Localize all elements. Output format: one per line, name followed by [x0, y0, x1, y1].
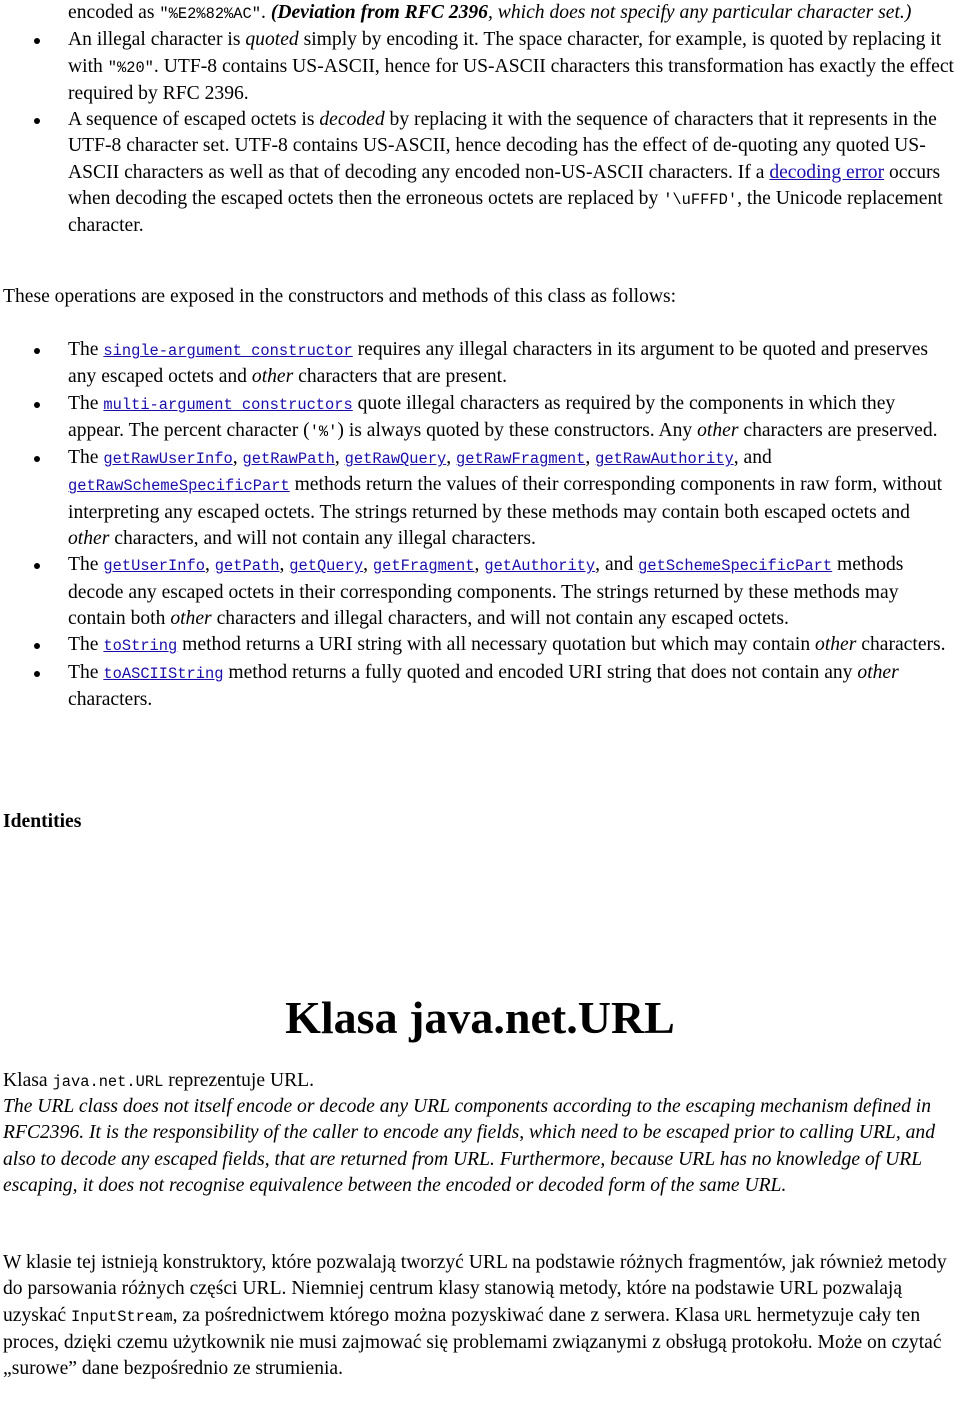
- text: occurs when decoding the escaped octets then the erroneous octets are replaced by: [68, 161, 941, 210]
- emphasis: decoded: [319, 109, 385, 131]
- text: , and: [733, 447, 772, 469]
- text: requires any illegal characters in its argument to be quoted and preserves any escaped octets and: [68, 339, 929, 388]
- text: characters that are present.: [293, 366, 508, 388]
- emphasis: other: [697, 419, 739, 441]
- getquery-link[interactable]: getQuery: [289, 557, 364, 576]
- text: The: [68, 392, 104, 414]
- getfragment-link[interactable]: getFragment: [372, 557, 475, 576]
- text: ,: [204, 554, 215, 576]
- operations-list: [0, 337, 960, 713]
- text: ,: [474, 554, 485, 576]
- getrawpath-link[interactable]: getRawPath: [242, 450, 335, 469]
- list-item: [0, 27, 960, 107]
- list-item: [0, 0, 960, 27]
- text: Klasa: [3, 1070, 53, 1091]
- getrawquery-link[interactable]: getRawQuery: [344, 450, 447, 469]
- page-title: Klasa java.net.URL: [285, 992, 675, 1043]
- text: characters, and will not contain any illegal characters.: [109, 528, 536, 550]
- getuserinfo-link[interactable]: getUserInfo: [103, 557, 205, 576]
- text: method returns a fully quoted and encoded URI string that does not contain any: [223, 661, 858, 683]
- list-item: [0, 107, 960, 239]
- text: ,: [585, 447, 596, 469]
- emphasis: other: [68, 528, 110, 550]
- getauthority-link[interactable]: getAuthority: [484, 557, 596, 576]
- text: simply by encoding it. The space character, for example, is quoted by replacing it with: [68, 29, 942, 77]
- identities-heading: Identities: [3, 811, 82, 832]
- text: quote illegal characters as required by the components in which they appear. The percent character (: [68, 392, 896, 441]
- single-argument-constructor-link[interactable]: single-argument constructor: [103, 342, 353, 360]
- text: hermetyzuje cały ten proces, dzięki czemu użytkownik nie musi zajmować się problemami związanymi z obsługą protokołu. Może on czytać „surowe” dane bezpośrednio ze strumienia.: [3, 1304, 942, 1380]
- getrawauthority-link[interactable]: getRawAuthority: [595, 450, 734, 469]
- code-literal: InputStream: [71, 1307, 173, 1326]
- ops-intro: These operations are exposed in the constructors and methods of this class as follows:: [3, 286, 677, 307]
- text: characters.: [68, 688, 153, 710]
- list-item: [0, 391, 960, 446]
- code-literal: URL: [724, 1307, 753, 1326]
- emphasis: other: [170, 607, 212, 629]
- polish-description: [3, 1250, 951, 1382]
- text: An illegal character is: [68, 29, 246, 51]
- getrawuserinfo-link[interactable]: getRawUserInfo: [103, 450, 233, 469]
- list-item: [0, 445, 960, 552]
- text: .: [261, 2, 271, 23]
- code-literal: '%': [309, 422, 338, 441]
- text: ,: [363, 554, 373, 576]
- text: , za pośrednictwem którego można pozyskiwać dane z serwera. Klasa: [172, 1304, 725, 1326]
- getpath-link[interactable]: getPath: [214, 557, 280, 576]
- text: reprezentuje URL.: [163, 1070, 315, 1091]
- code-literal: "%E2%82%AC": [159, 5, 262, 23]
- text: The: [68, 447, 104, 469]
- text: encoded as: [68, 2, 160, 23]
- text: ,: [334, 447, 345, 469]
- text: ,: [232, 447, 243, 469]
- text: W klasie tej istnieją konstruktory, które pozwalają tworzyć URL na podstawie różnych fragmentów, jak również metody do parsowania różnych części URL. Niemniej centrum klasy stanowią metody, które na podstawie URL pozwalają uzyskać: [3, 1252, 947, 1326]
- text: The: [68, 634, 104, 656]
- text: methods return the values of their corresponding components in raw form, without interpreting any escaped octets. The strings returned by these methods may contain both escaped octets and: [68, 474, 943, 523]
- text: The: [68, 339, 104, 360]
- text: characters and illegal characters, and will not contain any escaped octets.: [211, 607, 789, 629]
- text: method returns a URI string with all necessary quotation but which may contain: [177, 634, 816, 656]
- getschemespecificpart-link[interactable]: getSchemeSpecificPart: [638, 557, 833, 576]
- getrawfragment-link[interactable]: getRawFragment: [456, 450, 586, 469]
- list-item: [0, 660, 960, 714]
- multi-argument-constructors-link[interactable]: multi-argument constructors: [103, 395, 353, 414]
- emphasis: other: [857, 661, 899, 683]
- text: characters.: [856, 634, 946, 656]
- getrawschemespecificpart-link[interactable]: getRawSchemeSpecificPart: [68, 477, 290, 496]
- code-literal: '\uFFFD': [663, 191, 738, 210]
- text: ,: [446, 447, 457, 469]
- tostring-link[interactable]: toString: [103, 637, 178, 656]
- deviation-note: (Deviation from RFC 2396: [270, 2, 488, 23]
- text: The: [68, 554, 104, 576]
- emphasis: other: [251, 366, 294, 388]
- text: ,: [279, 554, 290, 576]
- list-item: [0, 552, 960, 632]
- text: by replacing it with the sequence of characters that it represents in the UTF-8 character set. UTF-8 contains US-ASCII, hence decoding has the effect of de-quoting any quoted US-ASCII characters as well as that of decoding any encoded non-US-ASCII characters. If a: [68, 109, 937, 183]
- emphasis: quoted: [245, 29, 299, 51]
- url-class-note: The URL class does not itself encode or decode any URL components according to the escaping mechanism defined in RFC2396. It is the responsibility of the caller to encode any fields, which need to be escaped prior to calling URL, and also to decode any escaped fields, that are returned from URL. Furthermore, because URL has no knowledge of URL escaping, it does not recognise equivalence between the encoded or decoded form of the same URL.: [3, 1096, 936, 1196]
- emphasis: other: [815, 634, 857, 656]
- text: . UTF-8 contains US-ASCII, hence for US-ASCII characters this transformation has exactly the effect required by RFC 2396.: [68, 55, 954, 104]
- text: , the Unicode replacement character.: [68, 188, 943, 237]
- list-item: [0, 337, 960, 391]
- text: The: [68, 661, 104, 683]
- escaping-rules-list: [0, 0, 960, 240]
- decoding-error-link[interactable]: decoding error: [769, 161, 885, 183]
- toasciistring-link[interactable]: toASCIIString: [103, 664, 224, 683]
- text: characters are preserved.: [738, 419, 938, 441]
- text: , which does not specify any particular character set.): [487, 2, 912, 23]
- text: methods decode any escaped octets in their corresponding components. The strings returned by these methods may contain both: [68, 554, 904, 629]
- code-literal: java.net.URL: [52, 1073, 164, 1091]
- text: A sequence of escaped octets is: [68, 109, 320, 131]
- code-literal: "%20": [107, 58, 154, 77]
- list-item: [0, 632, 960, 659]
- text: ) is always quoted by these constructors. Any: [337, 419, 698, 441]
- klasa-intro: [3, 1068, 953, 1095]
- text: , and: [595, 554, 639, 576]
